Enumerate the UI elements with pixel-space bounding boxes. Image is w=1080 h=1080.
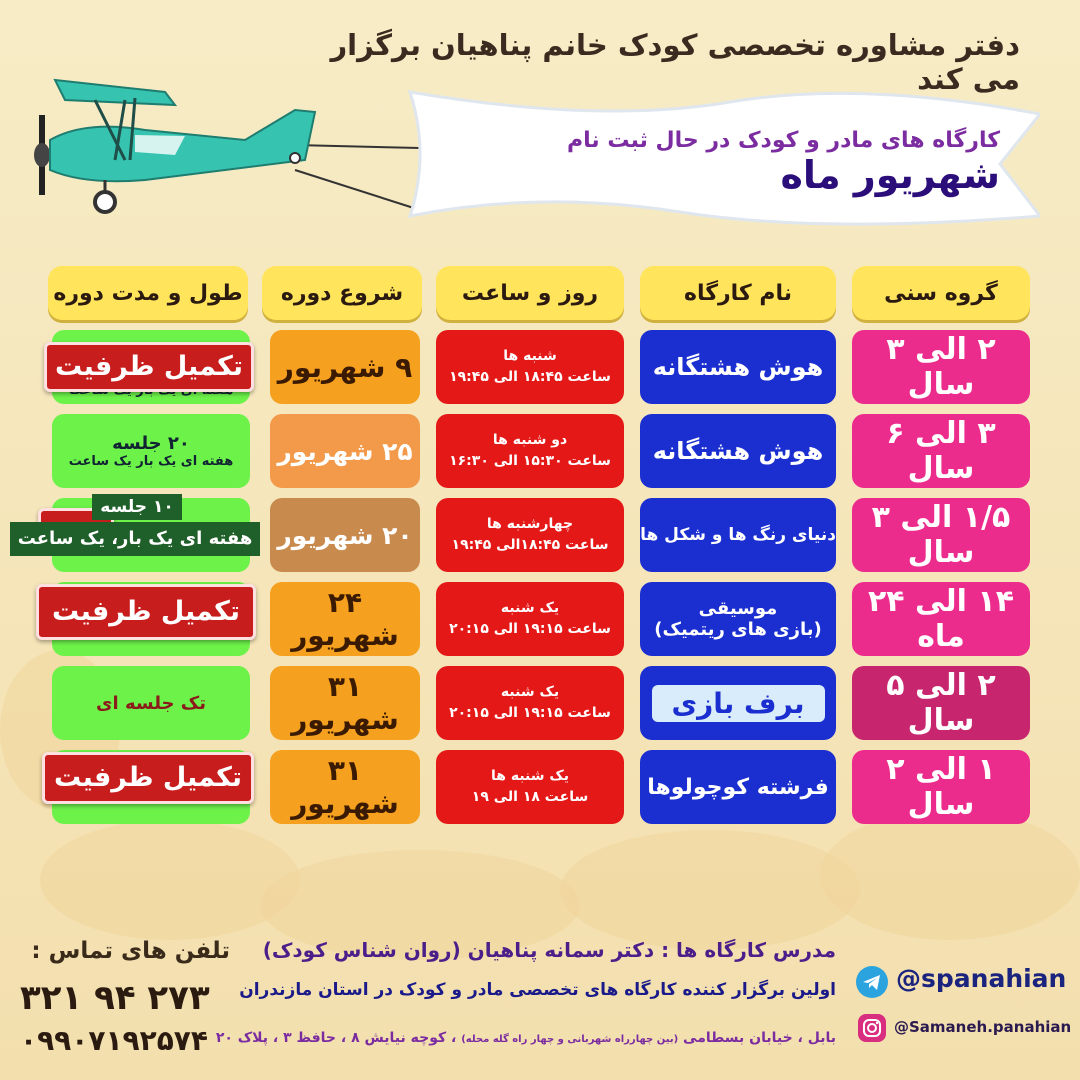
- time-text: ساعت ۱۵:۳۰ الی ۱۶:۳۰: [449, 453, 611, 469]
- day-time-cell: [436, 330, 624, 404]
- banner-title: [440, 128, 1000, 197]
- instagram-icon: [858, 1014, 886, 1042]
- age-text: ۱۴ الی ۲۴ ماه: [867, 584, 1015, 654]
- age-cell: [852, 666, 1030, 740]
- start-cell: [270, 582, 420, 656]
- workshop-name-sub: (بازی های ریتمیک): [654, 619, 822, 640]
- start-text: ۹ شهریور: [277, 350, 413, 384]
- day-time-cell: [436, 582, 624, 656]
- workshop-name: هوش هشتگانه: [652, 353, 824, 381]
- workshop-cell: [640, 666, 836, 740]
- start-cell: [270, 330, 420, 404]
- age-text: ۲ الی ۳ سال: [886, 332, 996, 402]
- age-text: ۱ الی ۲ سال: [886, 752, 996, 822]
- phone-1[interactable]: ۳۲۱ ۹۴ ۲۷۳: [20, 978, 210, 1018]
- instructor-line: مدرس کارگاه ها : دکتر سمانه پناهیان (روان شناس کودک): [262, 938, 836, 962]
- time-text: ساعت ۱۹:۱۵ الی ۲۰:۱۵: [449, 621, 611, 637]
- workshop-cell: [640, 750, 836, 824]
- age-cell: [852, 498, 1030, 572]
- age-text: ۱/۵ الی ۳ سال: [871, 500, 1011, 570]
- start-text: ۲۴ شهریور: [291, 586, 399, 652]
- duration-text: تک جلسه ای: [96, 692, 206, 714]
- day-text: یک شنبه: [500, 684, 560, 700]
- age-cell: [852, 750, 1030, 824]
- duration-sub-text: هفته ای یک بار یک ساعت: [68, 454, 234, 469]
- age-text: ۲ الی ۵ سال: [886, 668, 996, 738]
- banner-month: شهریور ماه: [780, 153, 1000, 197]
- day-text: یک شنبه ها: [491, 768, 569, 784]
- telegram-handle[interactable]: @spanahian: [896, 964, 1067, 993]
- day-text: یک شنبه: [500, 600, 560, 616]
- start-text: ۲۰ شهریور: [277, 520, 413, 550]
- age-cell: [852, 414, 1030, 488]
- day-text: چهارشنبه ها: [486, 516, 574, 532]
- start-cell: [270, 498, 420, 572]
- workshop-name: فرشته کوچولوها: [647, 774, 829, 800]
- time-text: ساعت ۱۹:۱۵ الی ۲۰:۱۵: [449, 705, 611, 721]
- workshop-name: موسیقی: [698, 598, 778, 619]
- age-cell: [852, 582, 1030, 656]
- header-age-group: گروه سنی: [852, 266, 1030, 320]
- duration-cell: [52, 414, 250, 488]
- header-day-time: روز و ساعت: [436, 266, 624, 320]
- workshop-cell: [640, 498, 836, 572]
- duration-text: ۲۰ جلسه: [112, 433, 190, 454]
- day-time-cell: [436, 414, 624, 488]
- workshop-cell: [640, 414, 836, 488]
- airplane-icon: [25, 60, 425, 230]
- address-street: بابل ، خیابان بسطامی: [683, 1030, 836, 1046]
- header-start: شروع دوره: [262, 266, 422, 320]
- time-text: ساعت ۱۸ الی ۱۹: [471, 789, 589, 805]
- header-workshop-name: نام کارگاه: [640, 266, 836, 320]
- header-duration: طول و مدت دوره: [48, 266, 248, 320]
- workshop-cell: [640, 582, 836, 656]
- headline: دفتر مشاوره تخصصی کودک خانم پناهیان برگزار می کند: [330, 28, 1020, 96]
- day-text: شنبه ها: [503, 348, 557, 364]
- workshop-cell: [640, 330, 836, 404]
- start-cell: [270, 414, 420, 488]
- cloud-decoration: [560, 830, 860, 950]
- banner-text: کارگاه های مادر و کودک در حال ثبت نام: [567, 128, 1000, 153]
- telegram-icon: [856, 966, 888, 998]
- time-text: ساعت ۱۸:۴۵ الی ۱۹:۴۵: [449, 369, 611, 385]
- start-text: ۲۵ شهریور: [277, 436, 413, 466]
- sessions-note-detail: هفته ای یک بار، یک ساعت: [10, 522, 260, 556]
- capacity-full-stamp: تکمیل ظرفیت: [44, 342, 254, 392]
- day-time-cell: [436, 750, 624, 824]
- time-text: ساعت ۱۸:۴۵الی ۱۹:۴۵: [451, 537, 609, 553]
- first-organizer-line: اولین برگزار کننده کارگاه های تخصصی مادر و کودک در استان مازندران: [239, 980, 836, 1000]
- start-cell: [270, 666, 420, 740]
- sessions-note: ۱۰ جلسه: [92, 494, 182, 520]
- start-text: ۳۱ شهریور: [291, 670, 399, 736]
- start-cell: [270, 750, 420, 824]
- address-note: (بین چهارراه شهربانی و چهار راه گله محله): [461, 1034, 679, 1045]
- age-cell: [852, 330, 1030, 404]
- start-text: ۳۱ شهریور: [291, 754, 399, 820]
- contact-label: تلفن های تماس :: [31, 938, 230, 964]
- phone-2[interactable]: ۰۹۹۰۷۱۹۲۵۷۴: [20, 1024, 208, 1057]
- workshop-name: دنیای رنگ ها و شکل ها: [640, 525, 836, 545]
- cloud-decoration: [820, 810, 1080, 940]
- day-time-cell: [436, 666, 624, 740]
- day-text: دو شنبه ها: [492, 432, 568, 448]
- age-text: ۳ الی ۶ سال: [886, 416, 996, 486]
- duration-cell: [52, 666, 250, 740]
- workshop-name: هوش هشتگانه: [652, 437, 824, 465]
- cloud-decoration: [40, 820, 300, 940]
- workshop-name: برف بازی: [652, 685, 825, 722]
- day-time-cell: [436, 498, 624, 572]
- instagram-handle[interactable]: @Samaneh.panahian: [894, 1018, 1072, 1036]
- capacity-full-stamp: تکمیل ظرفیت: [36, 584, 256, 640]
- capacity-full-stamp: تکمیل ظرفیت: [42, 752, 254, 804]
- address-line: [215, 1030, 836, 1046]
- address-rest: ، کوچه نیایش ۸ ، حافظ ۳ ، پلاک ۲۰: [215, 1030, 457, 1046]
